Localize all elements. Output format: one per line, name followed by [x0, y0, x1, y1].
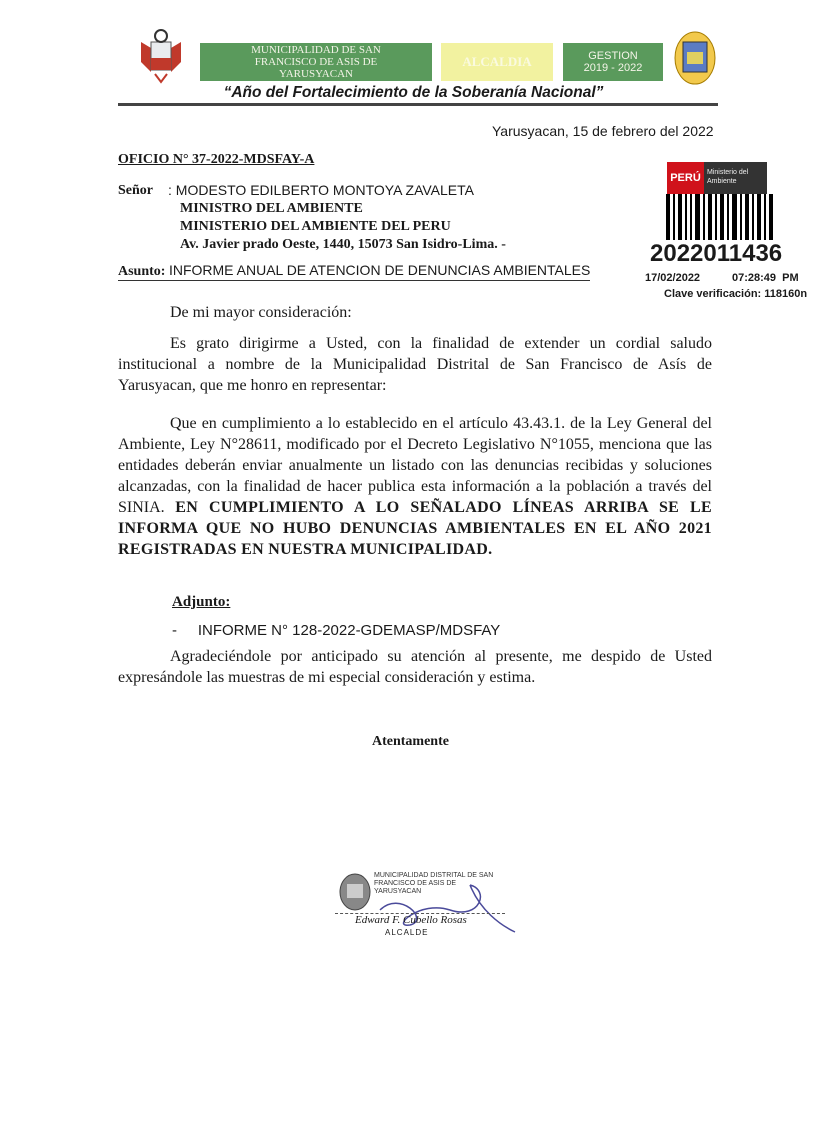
seal-text: MUNICIPALIDAD DISTRITAL DE SAN FRANCISCO DE ASIS DE YARUSYACAN — [374, 872, 494, 895]
closing: Atentamente — [372, 734, 449, 749]
ministry-logo — [667, 162, 767, 194]
district-shield-icon — [673, 30, 717, 86]
greeting: De mi mayor consideración: — [170, 304, 352, 321]
place-date: Yarusyacan, 15 de febrero del 2022 — [492, 123, 714, 139]
peru-coat-of-arms-icon — [135, 28, 187, 84]
recipient-address: Av. Javier prado Oeste, 1440, 15073 San Isidro-Lima. - — [180, 237, 506, 252]
header-divider — [118, 103, 718, 106]
subject-line — [118, 262, 590, 281]
paragraph-legal — [118, 413, 712, 560]
stamp-date: 17/02/2022 — [645, 272, 701, 284]
attachment-item: - INFORME N° 128-2022-GDEMASP/MDSFAY — [172, 622, 501, 639]
attachment-item-text: INFORME N° 128-2022-GDEMASP/MDSFAY — [197, 622, 501, 639]
ministry-label: Ministerio del Ambiente — [704, 162, 767, 194]
subject-label: Asunto: — [118, 264, 166, 279]
subject-text: INFORME ANUAL DE ATENCION DE DENUNCIAS AMBIENTALES — [168, 262, 591, 278]
paragraph-legal-emphasis: EN CUMPLIMIENTO A LO SEÑALADO LÍNEAS ARRIBA SE LE INFORMA QUE NO HUBO DENUNCIAS AMBIENTALES EN EL AÑO 2021 REGISTRADAS EN NUESTRA MUNICIPALIDAD. — [118, 499, 712, 558]
municipality-banner — [200, 43, 432, 81]
recipient-name: : MODESTO EDILBERTO MONTOYA ZAVALETA — [168, 182, 474, 198]
verification-code: Clave verificación: 118160n — [664, 288, 808, 300]
municipality-name: MUNICIPALIDAD DE SAN FRANCISCO DE ASIS DE YARUSYACAN — [251, 44, 381, 80]
closing-paragraph: Agradeciéndole por anticipado su atención al presente, me despido de Usted expresándole las muestras de mi especial consideración y estima. — [118, 648, 712, 686]
registry-number: 2022011436 — [650, 240, 783, 267]
gestion-banner — [563, 43, 663, 81]
handwritten-signature-icon — [370, 880, 520, 935]
signer-title: ALCALDE — [385, 928, 429, 937]
alcaldia-banner — [441, 43, 553, 81]
reference-number: OFICIO N° 37-2022-MDSFAY-A — [118, 152, 315, 167]
signer-name: Edward F. Cubello Rosas — [355, 914, 467, 926]
stamp-time: 07:28:49 PM — [732, 272, 799, 284]
motto: “Año del Fortalecimiento de la Soberanía Nacional” — [223, 84, 604, 101]
recipient-title: MINISTRO DEL AMBIENTE — [180, 201, 363, 216]
recipient-org: MINISTERIO DEL AMBIENTE DEL PERU — [180, 219, 451, 234]
paragraph-intro: Es grato dirigirme a Usted, con la finalidad de extender un cordial saludo institucional a nombre de la Municipalidad Distrital de San Francisco de Asís de Yarusyacan, que me honro en representar: — [118, 335, 712, 394]
attachment-label: Adjunto: — [172, 594, 231, 610]
recipient-label: Señor — [118, 183, 153, 198]
gestion-label: GESTION — [588, 50, 638, 62]
alcaldia-label: ALCALDIA — [462, 54, 532, 69]
barcode-icon — [666, 194, 774, 240]
paragraph-legal-text: Que en cumplimiento a lo establecido en el artículo 43.43.1. de la Ley General del Ambiente, Ley N°28611, modificado por el Decreto Legislativo N°1055, menciona que las entidades deberán enviar anualmente un listado con las denuncias recibidas y soluciones alcanzadas, con la finalidad de hacer publica esta información a la población a través del SINIA. — [118, 415, 712, 516]
municipal-seal-icon — [338, 872, 372, 912]
gestion-years: 2019 - 2022 — [583, 62, 643, 74]
peru-label: PERÚ — [667, 162, 704, 194]
